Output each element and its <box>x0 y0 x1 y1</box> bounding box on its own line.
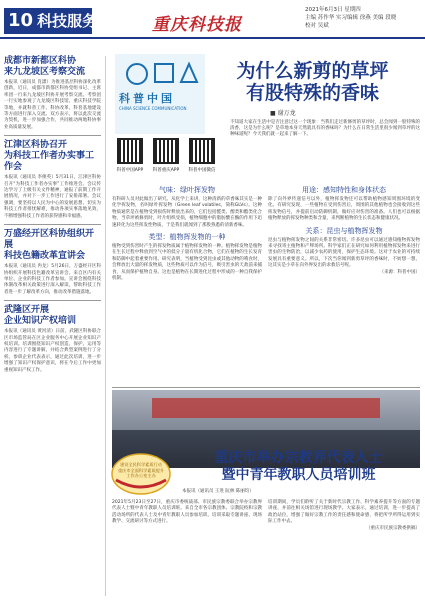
sidebar-body-1: 本报讯（通讯员 肖潇）为推进基层科协深化改革创新，近日，成都市新都区科协党组书记、主席率团一行来九龙坡区科协开展考察交流。考察团一行实地参观了九龙坡区科技馆、重庆科技学院等地，并就科普工作、科协改革、科普基地建设等方面进行深入交流。双方表示，将以此次交流为契机，进一步加强合作，共同推动两地科协事业高质量发展。 <box>4 80 101 130</box>
logo-text: 科普中国 <box>119 92 175 105</box>
photo-banner <box>152 398 380 418</box>
qr-code-icon[interactable] <box>117 138 143 164</box>
sidebar-body-4: 本报讯（通讯员 黄河清）日前，武隆区科协联合区市场监管局在区企业服务中心开展企业知识产权培训。培训围绕知识产权创造、保护、运用等内容进行了专题讲解，并结合典型案例进行了分析。参训企业代表表示，通过此次培训，进一步增强了知识产权保护意识，将在今后工作中更加重视知识产权工作。 <box>4 329 101 373</box>
newspaper-brand: 重庆科技报 <box>152 15 242 35</box>
qr-code-icon[interactable] <box>153 138 179 164</box>
sidebar-body-2: 本报讯（通讯员 李俊英）5月31日，江津区科协召开“为科技工作者办实事”工作推进会。会议传达学习了上级有关文件精神，通报了前期工作开展情况，并对下一步工作进行了安排部署。会议强调，要坚持以人民为中心的发展思想，切实为科技工作者排忧解难，推动各项实事落地见效，不断增强科技工作者的获得感和幸福感。 <box>4 175 101 219</box>
sidebar-news-column <box>4 56 106 596</box>
sidebar-headline-4: 武隆区开展 企业知识产权培训 <box>4 305 77 327</box>
article-subhead-3: 用途：感知特性和身体状态 <box>302 186 386 194</box>
qr-label: 科普中国APP <box>116 168 144 173</box>
sidebar-body-3: 本报讯（通讯员 冉龙）5月26日，万盛经开区科协组织开展科技色籍改革宣讲会。来自区内有关单位、企业的科技工作者参加。宣讲会围绕科技体制改革相关政策进行深入解读，帮助科技工作者进一步了解改革方向，推动改革措施落地。 <box>4 264 101 295</box>
article-subhead-1: 气味：绿叶挥发物 <box>159 186 215 194</box>
page-number: 10 <box>8 10 34 31</box>
article-lead: 不知道大家在生活中是否注意过这一个现象：当我们走过新修剪的草坪时，总会闻到一股特殊的清香，这是为什么呢？是草地本身天然就具有的香味吗？为什么在日常生活里很少闻到草坪的这种味道呢？今天我们就一起来了解一下。 <box>230 120 420 137</box>
sidebar-divider <box>4 135 101 136</box>
article-paragraph-2: 植物受到伤害时产生的挥发物质属于植物挥发物的一种。植物挥发物是植物在生长过程中释放到空气中的低分子量有机化合物，它们在植物的生长发育和防御中起着重要作用。研究表明，当植物受到昆虫或其他动物的啃食时，会释放出大量的挥发物质，这些物质可以作为信号，吸引害虫的天敌前来捕食，从而保护植物自身。这也是植物在长期进化过程中形成的一种自我保护机制。 <box>112 244 262 282</box>
page-header <box>0 0 425 54</box>
article-author: ■ 谢万龙 <box>270 110 296 117</box>
article-title: 为什么新剪的草坪 有股特殊的香味 <box>236 60 389 104</box>
qr-label: 科普中国微信 <box>188 168 216 173</box>
sidebar-divider <box>4 224 101 225</box>
article-subhead-4: 关系：昆虫与植物挥发物 <box>305 226 383 235</box>
article-paragraph-4: 昆虫与植物挥发物之间的关系非常密切。许多昆虫可以通过感知植物挥发物来寻找寄主植物和产卵场所。科学家们正在研究如何利用植物挥发物来进行害虫的生物防治，以减少农药的使用，保护生态环境。这对于农业的可持续发展具有重要意义。所以，下次当你闻到新剪草坪的香味时，不妨想一想，这其实是小草在向外界发出的求救信号呢。 <box>268 237 420 269</box>
news-column-right <box>268 500 420 532</box>
article-source: （来源：科普中国） <box>379 269 420 275</box>
qr-label: 科普重庆APP <box>152 168 180 173</box>
sidebar-headline-2: 江津区科协召开 为科技工作者办实事工作会 <box>4 140 95 173</box>
news-paragraph-2: 培训期间，学员们聆听了关于新时代宗教工作、科学素养提升等方面的专题讲座，并前往相关场馆进行现场教学。大家表示，通过培训，进一步提高了政治站位，增强了做好宗教工作的责任感和使命感，将把所学所得运用到实际工作中去。 <box>268 500 420 525</box>
issue-info: 2021年6月3日 星期四 主编 苏作华 实习编辑 徐燕 美编 段晓 校对 吴斌 <box>305 7 397 29</box>
header-rule <box>0 37 425 39</box>
campaign-badge <box>110 450 172 496</box>
article-subhead-2: 类型：植物挥发物的一种 <box>148 233 226 242</box>
sidebar-headline-3: 万盛经开区科协组织开展 科技色籍改革宣讲会 <box>4 229 95 262</box>
badge-text: 建设全民科学素质行动 重庆市全面科学素质提升工作办公室主办 <box>117 462 165 478</box>
qr-code-icon[interactable] <box>189 138 215 164</box>
article-paragraph-3: 除了向外界传递信号以外，植物挥发物还可以帮助植物感知周围环境的变化。有研究发现，一些植物在受到伤害后，周围的其他植物也会接收到这些挥发物信号，并提前启动防御机制，做好应对伤害的准备。人们也可以根据植物释放的挥发物种类和含量，来判断植物的生长状态和健康状况。 <box>268 197 420 222</box>
page-number-block <box>4 8 133 34</box>
logo-graphic-icon <box>115 54 205 90</box>
sidebar-divider <box>4 300 101 301</box>
news-title: 重庆市举办宗教界代表人士 暨中青年教职人员培训班 <box>214 450 383 483</box>
article-paragraph-1: 有科研人员对此做出了研究。从化学上来讲，这种清新的草香味其实是一种化学挥发物，名叫绿叶挥发物（Green leaf volatiles，简称GLVs）。这种物质通常是在植物受到损伤时释放出来的，它们包括醛类、醇类和酯类化合物。当草坪被修剪时，叶片组织受损，植物细胞中的脂肪酸在酶的作用下迅速转化为这些挥发性物质，于是我们就闻到了那股熟悉的清新香味。 <box>112 197 262 228</box>
qr-code-group <box>115 138 220 178</box>
article-column-right <box>268 182 420 276</box>
news-byline: 本报讯（通讯员 王进 阮林 陈丽均） <box>182 489 254 494</box>
section-title: 科技服务·科普 <box>37 12 133 30</box>
kepu-china-logo <box>115 54 205 134</box>
article-column-left <box>112 182 262 282</box>
sidebar-headline-1: 成都市新都区科协 来九龙坡区考察交流 <box>4 56 86 77</box>
news-paragraph-1: 2021年5月23日至27日，重庆市委统战部、市民族宗教委联合举办宗教界代表人士暨中青年教职人员培训班。来自全市各宗教团体、宗教院校和宗教活动场所的代表人士及中青年教职人员参加培训。培训采取专题讲座、现场教学、交流研讨等方式进行。 <box>112 500 262 525</box>
section-divider <box>112 387 420 388</box>
news-source: （重庆市民族宗教委供稿） <box>366 525 420 531</box>
logo-subtext: CHINA SCIENCE COMMUNICATION <box>119 106 187 111</box>
